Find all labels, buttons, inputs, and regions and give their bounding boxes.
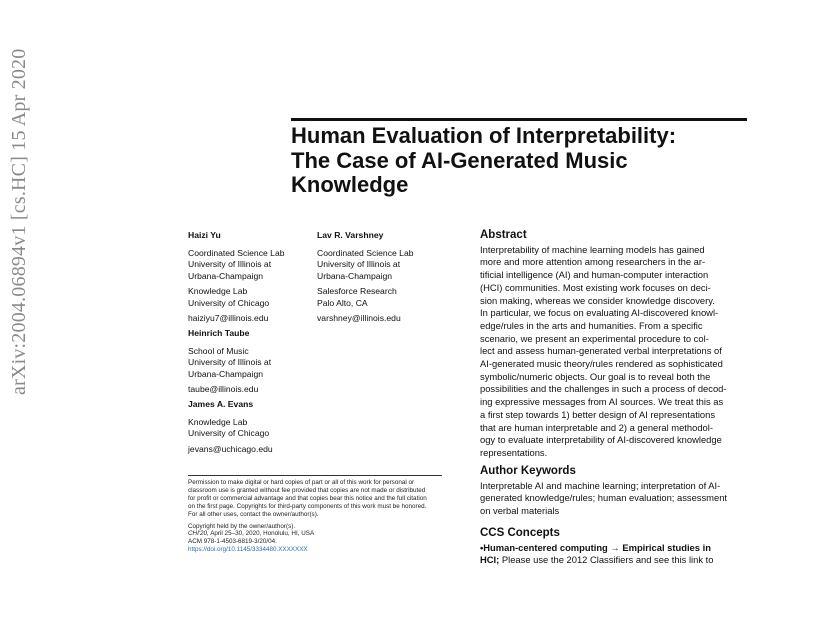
conference-line xyxy=(188,530,446,538)
abstract-line: Interpretability of machine learning models has gained xyxy=(480,243,705,255)
ccs-line xyxy=(480,554,738,567)
keywords-line: on verbal materials xyxy=(480,505,560,517)
keywords-heading: Author Keywords xyxy=(480,465,576,477)
permission-line: For all other uses, contact the owner/author(s). xyxy=(188,510,319,518)
affiliation-line: University of Illinois at xyxy=(317,259,401,269)
permission-line: for profit or commercial advantage and that copies bear this notice and the full citation xyxy=(188,494,427,502)
abstract-line: sion making, whereas we consider knowledge discovery. xyxy=(480,294,715,306)
title-rule xyxy=(291,118,747,121)
abstract-line: possibilities and the challenges in such a process of decod- xyxy=(480,383,727,395)
affiliation xyxy=(188,417,273,440)
abstract-line: lect and assess human-generated verbal interpretations of xyxy=(480,345,722,357)
abstract-line: scenario, we present an experimental procedure to col- xyxy=(480,332,709,344)
title-line: Knowledge xyxy=(291,172,409,197)
abstract-line: ing expressive messages from AI sources. We treat this as xyxy=(480,396,724,408)
permission-line: on the first page. Copyrights for third-party components of this work must be honored. xyxy=(188,502,427,510)
author-email: varshney@illinois.edu xyxy=(317,313,401,323)
title-line: The Case of AI-Generated Music xyxy=(291,147,628,173)
paper-title xyxy=(291,124,741,198)
conference-details: April 25–30, 2020, Honolulu, HI, USA xyxy=(208,530,315,538)
author-name: Haizi Yu xyxy=(188,230,221,240)
abstract-line: that are human interpretable and 2) a general methodol- xyxy=(480,421,713,433)
author-email: jevans@uchicago.edu xyxy=(188,443,273,454)
copyright-line: Copyright held by the owner/author(s). xyxy=(188,522,296,530)
abstract-line: ogy to evaluate interpretability of AI-discovered knowledge xyxy=(480,434,722,446)
affiliation-line: University of Illinois at xyxy=(188,357,272,367)
arxiv-identifier: arXiv:2004.06894v1 [cs.HC] 15 Apr 2020 xyxy=(8,48,30,395)
isbn-line: ACM 978-1-4503-6819-3/20/04. xyxy=(188,538,277,546)
abstract-line: edge/rules in the arts and humanities. From a specific xyxy=(480,319,703,331)
affiliation-line: Urbana-Champaign xyxy=(188,368,263,379)
keywords-line: generated knowledge/rules; human evaluation; assessment xyxy=(480,492,728,504)
affiliation-line: Palo Alto, CA xyxy=(317,297,368,308)
abstract-line: In particular, we focus on evaluating AI-discovered knowl- xyxy=(480,307,719,319)
affiliation-line: Knowledge Lab xyxy=(188,286,248,296)
keywords-section xyxy=(480,465,738,518)
author-name: Lav R. Varshney xyxy=(317,230,384,240)
author-heinrich-taube xyxy=(188,328,271,396)
abstract-line: AI-generated music theory/rules rendered as sophisticated xyxy=(480,358,723,370)
affiliation xyxy=(188,286,285,309)
affiliation xyxy=(317,286,414,309)
abstract-body xyxy=(480,244,738,460)
permission-line: classroom use is granted without fee provided that copies are not made or distributed xyxy=(188,486,426,494)
abstract-line: (HCI) communities. Most existing work focuses on deci- xyxy=(480,281,711,293)
affiliation-line: University of Chicago xyxy=(188,428,270,438)
author-email: taube@illinois.edu xyxy=(188,384,259,394)
abstract-line: tificial intelligence (AI) and human-computer interaction xyxy=(480,269,709,281)
affiliation-line: University of Chicago xyxy=(188,297,270,308)
affiliation-line: Coordinated Science Lab xyxy=(188,247,285,258)
permission-notice xyxy=(188,479,446,558)
author-lav-varshney xyxy=(317,230,414,325)
author-email: haiziyu7@illinois.edu xyxy=(188,313,269,323)
abstract-heading: Abstract xyxy=(480,229,527,241)
title-line: Human Evaluation of Interpretability: xyxy=(291,123,677,148)
abstract-line: a first step towards 1) better design of AI representations xyxy=(480,408,716,420)
affiliation xyxy=(188,346,271,381)
conference-name: CHI'20, xyxy=(188,530,209,538)
footnote-rule xyxy=(188,475,442,476)
abstract-line: representations. xyxy=(480,446,548,458)
ccs-term: HCI; xyxy=(480,554,500,566)
ccs-line: •Human-centered computing → Empirical studies in xyxy=(480,541,711,553)
author-name: James A. Evans xyxy=(188,399,254,409)
author-haizi-yu xyxy=(188,230,285,325)
affiliation-line: Urbana-Champaign xyxy=(188,270,263,281)
permission-line: Permission to make digital or hard copies of part or all of this work for personal or xyxy=(188,479,415,486)
ccs-body xyxy=(480,542,738,567)
affiliation xyxy=(188,248,285,283)
abstract-section xyxy=(480,229,738,460)
affiliation-line: Coordinated Science Lab xyxy=(317,247,414,258)
affiliation-line: School of Music xyxy=(188,345,249,356)
affiliation-line: Urbana-Champaign xyxy=(317,270,392,281)
affiliation-line: Salesforce Research xyxy=(317,286,397,296)
keywords-body xyxy=(480,480,738,518)
affiliation-line: University of Illinois at xyxy=(188,259,272,269)
affiliation-line: Knowledge Lab xyxy=(188,416,248,427)
author-james-evans xyxy=(188,399,273,455)
doi-link[interactable]: https://doi.org/10.1145/3334480.XXXXXXX xyxy=(188,546,308,554)
abstract-line: symbolic/numeric objects. Our goal is to reveal both the xyxy=(480,370,711,382)
abstract-line: more and more attention among researchers in the ar- xyxy=(480,256,706,268)
affiliation xyxy=(317,248,414,283)
author-name: Heinrich Taube xyxy=(188,328,250,338)
ccs-heading: CCS Concepts xyxy=(480,527,560,539)
ccs-text: Please use the 2012 Classifiers and see this link to xyxy=(499,554,714,566)
ccs-section xyxy=(480,527,738,567)
keywords-line: Interpretable AI and machine learning; interpretation of AI- xyxy=(480,479,721,491)
